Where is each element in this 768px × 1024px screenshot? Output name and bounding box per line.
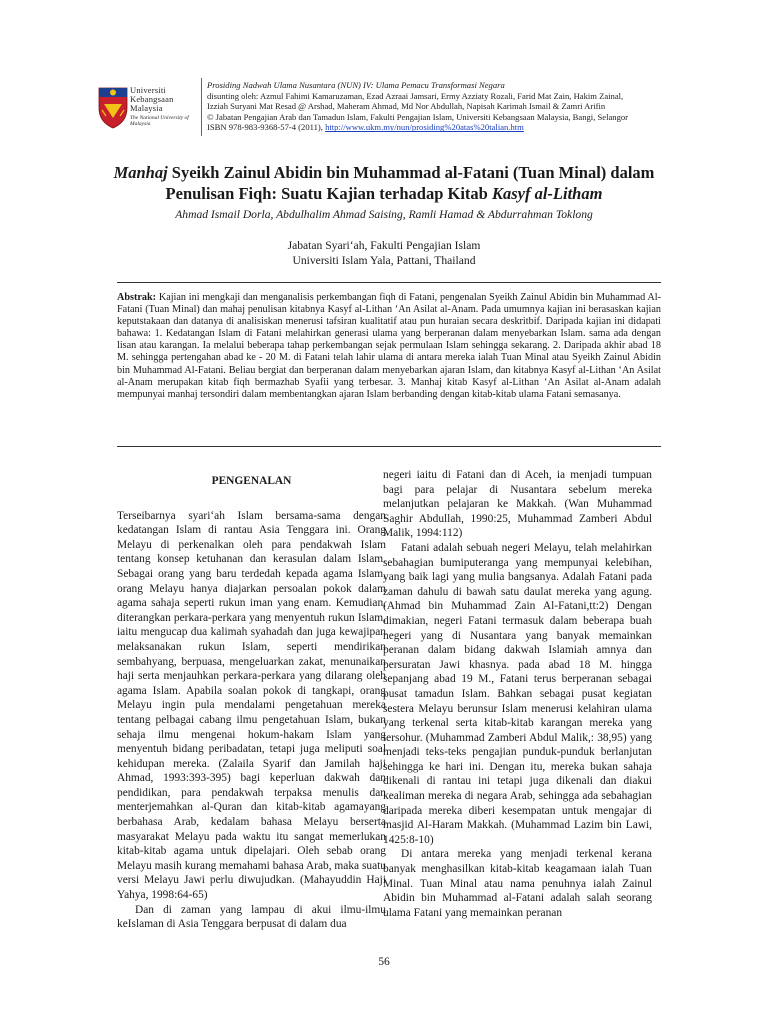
- editors-line-1: disunting oleh: Azmul Fahimi Kamaruzaman, Ezad Azraai Jamsari, Ermy Azziaty Rozali, Farid Mat Zain, Hakim Zainal,: [207, 90, 624, 101]
- logo-tagline: The National University of Malaysia: [130, 115, 189, 127]
- logo-line-3: Malaysia: [130, 103, 163, 113]
- right-paragraph-1: negeri iaitu di Fatani dan di Aceh, ia menjadi tumpuan bagi para pelajar di Nusantara sebelum mereka melanjutkan pelajaran ke Makkah. (Wan Muhammad Saghir Abdullah, 1990:25, Muhammad Zamberi Abdul Malik, 1994:112): [383, 469, 652, 540]
- right-paragraph-2: Fatani adalah sebuah negeri Melayu, telah melahirkan sebahagian bumiputeranga yang mempunyai kelebihan, yang baik lagi yang mulia bangsanya. Adalah Fatani pada zaman dahulu di bawah satu daulat mereka yang agung. (Ahmad bin Muhammad Zain Al-Fatani,tt:2) Dengan dimakian, negeri Fatani termasuk dalam beberapa buah negeri yang di Nusantara yang banyak memainkan peranan dalam bidang dakwah Islamiah amnya dan persuratan Jawi khasnya. pada abad 18 M. hingga sepanjang abad 19 M., Fatani terus berperanan sebagai pusat tamadun Islam. Bahkan sebagai pusat kegiatan sestera Melayu berunsur Islam menerusi kelahiran ulama yang terkenal serta kitab-kitab karangan mereka yang tersohur. (Muhammad Zamberi Abdul Malik,: 38,95) yang menjadi teks-teks pengajian punduk-punduk berlanjutan sehingga ke hari ini. Dengan itu, mereka bukan sahaja dikenali di rantau ini tetapi juga dikenali dan diakui kealiman mereka di negara Arab, sehingga ada sebahagian daripada mereka diberi kesempatan untuk mengajar di masjid Al-Haram Makkah. (Muhammad Lazim bin Lawi, 1425:8-10): [383, 541, 652, 846]
- proceedings-header: [207, 80, 667, 133]
- title-italic-manhaj: Manhaj: [113, 163, 168, 182]
- abstract-top-rule: [117, 282, 661, 283]
- university-name-wordmark: [130, 86, 202, 127]
- paper-title: [96, 162, 672, 204]
- journal-title: Prosiding Nadwah Ulama Nusantara (NUN) IV: Ulama Pemacu Transformasi Negara: [207, 80, 505, 90]
- author-list: Ahmad Ismail Dorla, Abdulhalim Ahmad Saising, Ramli Hamad & Abdurrahman Toklong: [175, 208, 593, 221]
- page-number: 56: [378, 955, 390, 968]
- right-paragraph-3: Di antara mereka yang menjadi terkenal kerana banyak menghasilkan kitab-kitab keagamaan ialah Tuan Minal. Tuan Minal atau nama penuhnya ialah Zainul Abidin bin Muhammad al-Fatani adalah salah seorang ulama Fatani yang memainkan peranan: [383, 848, 652, 919]
- affiliation-line-2: Universiti Islam Yala, Pattani, Thailand: [292, 254, 476, 267]
- title-main-text: Syeikh Zainul Abidin bin Muhammad al-Fatani (Tuan Minal) dalam Penulisan Fiqh: Suatu Kajian terhadap Kitab: [165, 163, 655, 203]
- publisher-line: © Jabatan Pengajian Arab dan Tamadun Islam, Fakulti Pengajian Islam, Universiti Kebangsaan Malaysia, Bangi, Selangor: [207, 111, 629, 122]
- header-divider: [201, 78, 202, 136]
- left-paragraph-1: Terseibarnya syari‘ah Islam bersama-sama dengan kedatangan Islam di rantau Asia Tenggara ini. Orang Melayu di perkenalkan oleh para pendakwah Islam tentang konsep ketuhanan dan kerasulan dalam Islam. Sebagai orang yang baru terdedah kepada agama Islam, orang Melayu hanya diajarkan persoalan pokok dalam agama sahaja seperti rukun iman yang enam. Kemudian, diterangkan perkara-perkara yang menyentuh rukun Islam, iaitu mengucap dua kalimah syahadah dan juga kewajipan melaksanakan rukun Islam, seperti mendirikan sembahyang, berpuasa, mengeluarkan zakat, menunaikan haji serta menjauhkan perkara-perkara yang dilarang oleh agama Islam. Apabila soalan pokok di tangkapi, orang Melayu ingin pula mendalami pengetahuan mereka tentang pelbagai cabang ilmu pengetahuan Islam, bukan sehaja ilmu mengenai hokum-hakam Islam yang menyentuh bidang peribadatan, tetapi juga meliputi soal kehidupan mereka. (Zalaila Syarif dan Jamilah haji Ahmad, 1993:393-395) bagi keperluan dakwah dan pendidikan, para pendakwah terpaksa menulis dan menterjemahkan al-Quran dan kitab-kitab agamayang berbahasa Arab, kedalam bahasa Melayu berserta masyarakat Melayu pada waktu itu sangat memerlukan kitab-kitab agama untuk dipelajari. Oleh sebab orang Melayu masih kurang memahami bahasa Arab, maka suatu versi Melayu Jawi perlu diwujudkan. (Mahayuddin Haji Yahya, 1998:64-65): [117, 509, 386, 902]
- right-column: [383, 468, 652, 920]
- abstract-block: [117, 292, 661, 401]
- logo-line-2: Kebangsaan: [130, 94, 174, 104]
- editors-line-2: Izziah Suryani Mat Resad @ Arshad, Maheram Ahmad, Md Nor Abdullah, Napisah Karimah Ismail & Zamri Arifin: [207, 101, 606, 112]
- affiliation-line-1: Jabatan Syari‘ah, Fakulti Pengajian Islam: [287, 239, 481, 252]
- abstract-label: Abstrak:: [117, 292, 157, 303]
- left-column: [117, 468, 386, 932]
- abstract-bottom-rule: [117, 446, 661, 447]
- abstract-text: Kajian ini mengkaji dan menganalisis perkembangan fiqh di Fatani, pengenalan Syeikh Zainul Abidin bin Muhammad Al-Fatani (Tuan Minal) dan mahaj penulisan kitabnya Kasyf al-Lithan ‘An Asilat al-Anam. Pada umumnya kajian ini berasaskan kajian keputstakaan dan datanya di analisiskan menerusi tafsiran kualitatif atau pun huraian secara deskritbif. Daripada kajian ini didapati bahawa: 1. Kedatangan Islam di Fatani melahirkan generasi ulama yang berperanan dalam menyebarkan Islam. sama ada dengan lisan atau karangan. Ia melalui beberapa tahap perkembangan sejak permulaan Islam sehingga sekarang. 2. Daripada akhir abad 18 M. sehingga pertengahan abad ke - 20 M. di Fatani telah lahir ulama di antara mereka ialah Tuan Minal atau Syeikh Zainul Abidin bin Muhammad Al-Fatani. Beliau bergiat dan berperanan dalam menyebarkan ajaran Islam, dan kitabnya Kasyf al-Lithan ‘An Asilat al-Anam merupakan kitab fiqh bermazhab Syafii yang terbesar. 3. Manhaj kitab Kasyf al-Lithan ‘An Asilat al-Anam adalah mempunyai manhaj tersondiri dalam membentangkan ajaran Islam berbanding dengan kitab-kitab ulama Fatani semasanya.: [117, 292, 661, 400]
- section-heading: PENGENALAN: [211, 475, 292, 487]
- affiliation: [96, 238, 672, 268]
- isbn-line: [207, 122, 667, 133]
- title-italic-kitab: Kasyf al-Litham: [491, 184, 603, 203]
- proceedings-url-link[interactable]: http://www.ukm.my/nun/prosiding%20atas%20talian.htm: [325, 122, 524, 133]
- logo-line-1: Universiti: [130, 85, 166, 95]
- crest-icon: [99, 88, 127, 128]
- left-paragraph-2: Dan di zaman yang lampau di akui ilmu-ilmu keIslaman di Asia Tenggara berpusat di dalam dua: [117, 903, 386, 931]
- isbn-text: ISBN 978-983-9368-57-4 (2011),: [207, 122, 326, 133]
